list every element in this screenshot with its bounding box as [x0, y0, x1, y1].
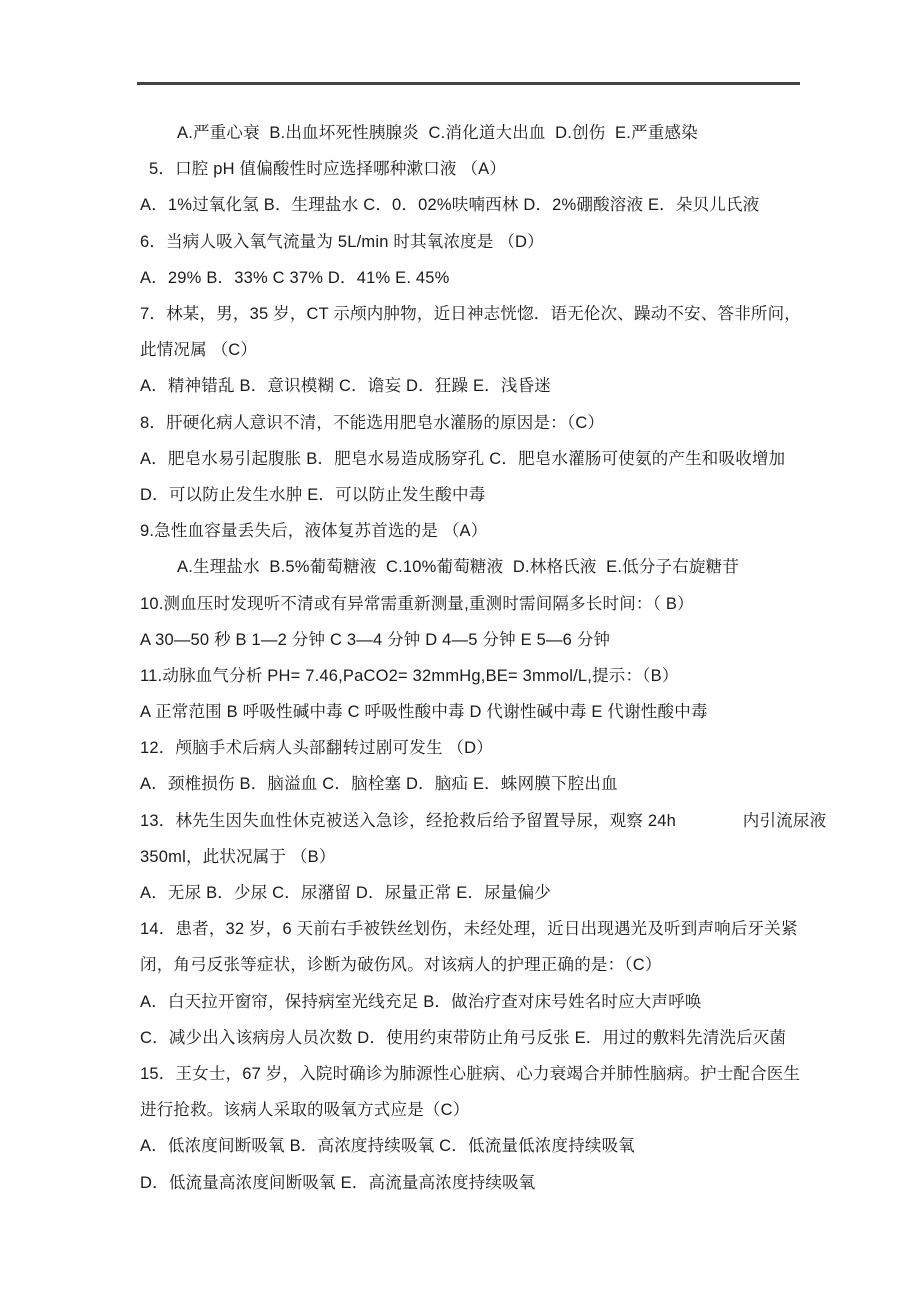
doc-line-options-q15-abc: A．低浓度间断吸氧 B．高浓度持续吸氧 C．低流量低浓度持续吸氧 — [140, 1137, 635, 1156]
doc-line-options-q8-de: D．可以防止发生水肿 E．可以防止发生酸中毒 — [140, 485, 486, 504]
doc-line-options-q4: A.严重心衰 B.出血坏死性胰腺炎 C.消化道大出血 D.创伤 E.严重感染 — [177, 124, 698, 143]
document-body — [140, 113, 827, 1199]
doc-line-question-12: 12．颅脑手术后病人头部翻转过剧可发生 （D） — [140, 739, 493, 758]
doc-line-question-7-cont: 此情况属 （C） — [140, 341, 258, 360]
doc-line-question-9: 9.急性血容量丢失后，液体复苏首选的是 （A） — [140, 522, 488, 541]
doc-line-question-6: 6．当病人吸入氧气流量为 5L/min 时其氧浓度是 （D） — [140, 232, 544, 251]
header-separator-line — [137, 82, 800, 85]
doc-line-options-q13: A．无尿 B．少尿 C．尿潴留 D．尿量正常 E．尿量偏少 — [140, 884, 551, 903]
doc-line-question-7: 7．林某，男，35 岁，CT 示颅内肿物，近日神志恍惚．语无伦次、躁动不安、答非所问， — [140, 305, 801, 324]
doc-line-options-q8-abc: A．肥皂水易引起腹胀 B．肥皂水易造成肠穿孔 C．肥皂水灌肠可使氨的产生和吸收增加 — [140, 449, 786, 468]
doc-line-options-q14-cde: C．减少出入该病房人员次数 D．使用约束带防止角弓反张 E．用过的敷料先清洗后灭菌 — [140, 1028, 787, 1047]
doc-line-options-q10: A 30—50 秒 B 1—2 分钟 C 3—4 分钟 D 4—5 分钟 E 5—6 分钟 — [140, 630, 611, 649]
doc-line-question-13-cont: 350ml，此状况属于 （B） — [140, 847, 336, 866]
doc-line-question-14-cont: 闭，角弓反张等症状，诊断为破伤风。对该病人的护理正确的是：（C） — [140, 956, 662, 975]
doc-line-options-q7: A．精神错乱 B．意识模糊 C．谵妄 D．狂躁 E．浅昏迷 — [140, 377, 551, 396]
doc-line-options-q11: A 正常范围 B 呼吸性碱中毒 C 呼吸性酸中毒 D 代谢性碱中毒 E 代谢性酸中毒 — [140, 703, 708, 722]
doc-line-options-q14-ab: A．白天拉开窗帘，保持病室光线充足 B．做治疗查对床号姓名时应大声呼唤 — [140, 992, 702, 1011]
doc-line-options-q5: A．1%过氧化氢 B．生理盐水 C．0．02%呋喃西林 D．2%硼酸溶液 E．朵贝儿氏液 — [140, 196, 760, 215]
doc-line-options-q12: A．颈椎损伤 B．脑溢血 C．脑栓塞 D．脑疝 E．蛛网膜下腔出血 — [140, 775, 618, 794]
doc-line-question-5: 5．口腔 pH 值偏酸性时应选择哪种漱口液 （A） — [149, 160, 507, 179]
doc-line-question-14: 14．患者，32 岁，6 天前右手被铁丝划伤，未经处理，近日出现遇光及听到声响后牙关紧 — [140, 920, 798, 939]
doc-line-options-q6: A．29% B．33% C 37% D．41% E. 45% — [140, 268, 450, 287]
doc-line-options-q15-de: D．低流量高浓度间断吸氧 E．高流量高浓度持续吸氧 — [140, 1173, 536, 1192]
doc-line-question-10: 10.测血压时发现听不清或有异常需重新测量,重测时需间隔多长时间：（ B） — [140, 594, 694, 613]
doc-line-options-q9: A.生理盐水 B.5%葡萄糖液 C.10%葡萄糖液 D.林格氏液 E.低分子右旋糖苷 — [177, 558, 740, 577]
doc-line-question-15: 15．王女士，67 岁，入院时确诊为肺源性心脏病、心力衰竭合并肺性脑病。护士配合医生 — [140, 1064, 801, 1083]
doc-line-question-11: 11.动脉血气分析 PH= 7.46,PaCO2= 32mmHg,BE= 3mmol/L,提示：（B） — [140, 666, 679, 685]
doc-line-question-15-cont: 进行抢救。该病人采取的吸氧方式应是（C） — [140, 1101, 470, 1120]
doc-line-question-13: 13．林先生因失血性休克被送入急诊，经抢救后给予留置导尿，观察 24h 内引流尿液 — [140, 811, 827, 830]
doc-line-question-8: 8．肝硬化病人意识不清，不能选用肥皂水灌肠的原因是：（C） — [140, 413, 605, 432]
